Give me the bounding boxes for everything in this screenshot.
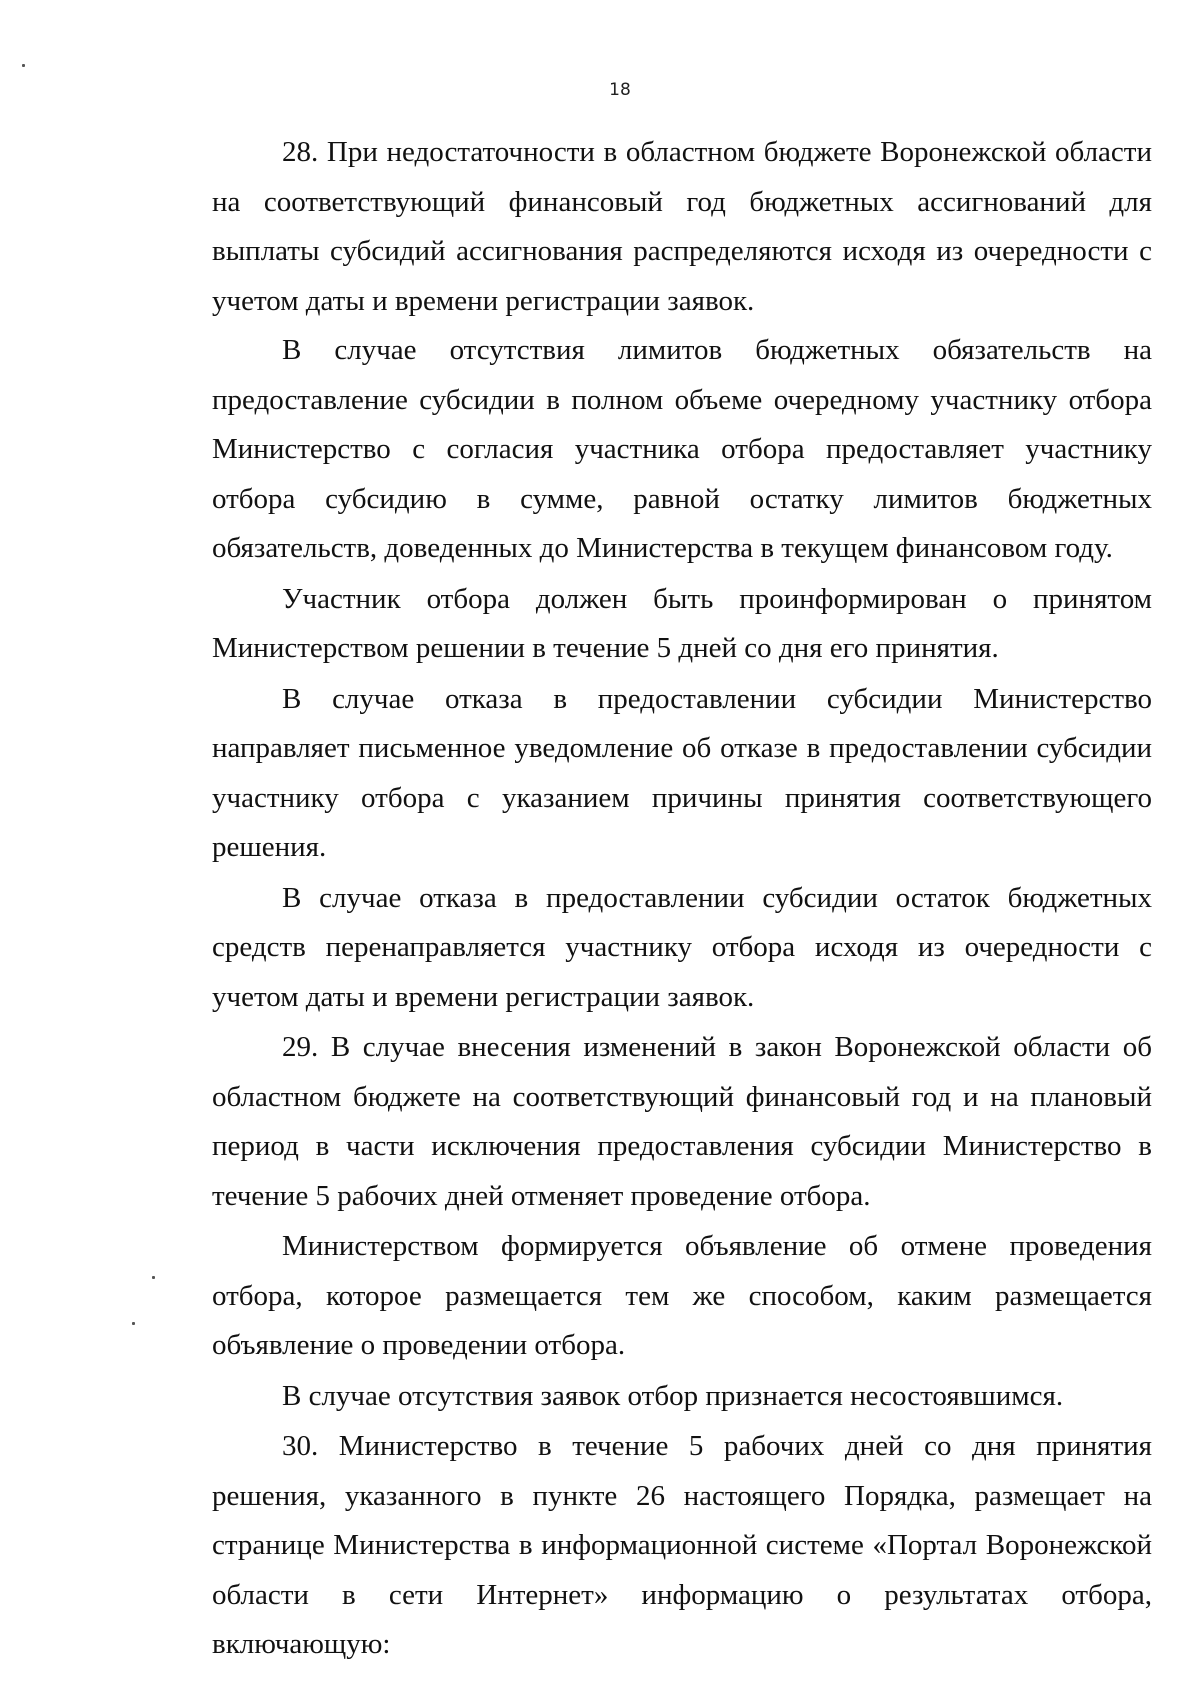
paragraph-no-limits: В случае отсутствия лимитов бюджетных обязательств на предоставление субсидии в полном объеме очередному участнику отбора Министерство с согласия участника отбора предоставляет участнику отбора субсидию в сумме, равной остатку лимитов бюджетных обязательств, доведенных до Министерства в текущем финансовом году. <box>212 334 1152 564</box>
scan-artifact <box>132 1322 135 1325</box>
page-number: 18 <box>609 80 631 100</box>
scan-artifact <box>22 64 25 67</box>
paragraph-30: 30. Министерство в течение 5 рабочих дней со дня принятия решения, указанного в пункте 26 настоящего Порядка, размещает на странице Министерства в информационной системе «Портал Воронежской области в сети Интернет» информацию о результатах отбора, включающую: <box>212 1430 1152 1660</box>
paragraph-no-applications: В случае отсутствия заявок отбор признается несостоявшимся. <box>282 1379 1064 1412</box>
paragraph-funds-redirect: В случае отказа в предоставлении субсидии остаток бюджетных средств перенаправляется участнику отбора исходя из очередности с учетом даты и времени регистрации заявок. <box>212 881 1152 1013</box>
paragraph-notification: Участник отбора должен быть проинформирован о принятом Министерством решении в течение 5 дней со дня его принятия. <box>212 582 1152 664</box>
paragraph-29: 29. В случае внесения изменений в закон Воронежской области об областном бюджете на соответствующий финансовый год и на плановый период в части исключения предоставления субсидии Министерство в течение 5 рабочих дней отменяет проведение отбора. <box>212 1031 1152 1212</box>
document-body <box>212 128 1152 1670</box>
paragraph-cancel-announcement: Министерством формируется объявление об отмене проведения отбора, которое размещается тем же способом, каким размещается объявление о проведении отбора. <box>212 1230 1152 1361</box>
scan-artifact <box>152 1276 155 1279</box>
paragraph-28: 28. При недостаточности в областном бюджете Воронежской области на соответствующий финансовый год бюджетных ассигнований для выплаты субсидий ассигнования распределяются исходя из очередности с учетом даты и времени регистрации заявок. <box>212 136 1152 317</box>
paragraph-refusal-notice: В случае отказа в предоставлении субсидии Министерство направляет письменное уведомление об отказе в предоставлении субсидии участнику отбора с указанием причины принятия соответствующего решения. <box>212 682 1152 863</box>
